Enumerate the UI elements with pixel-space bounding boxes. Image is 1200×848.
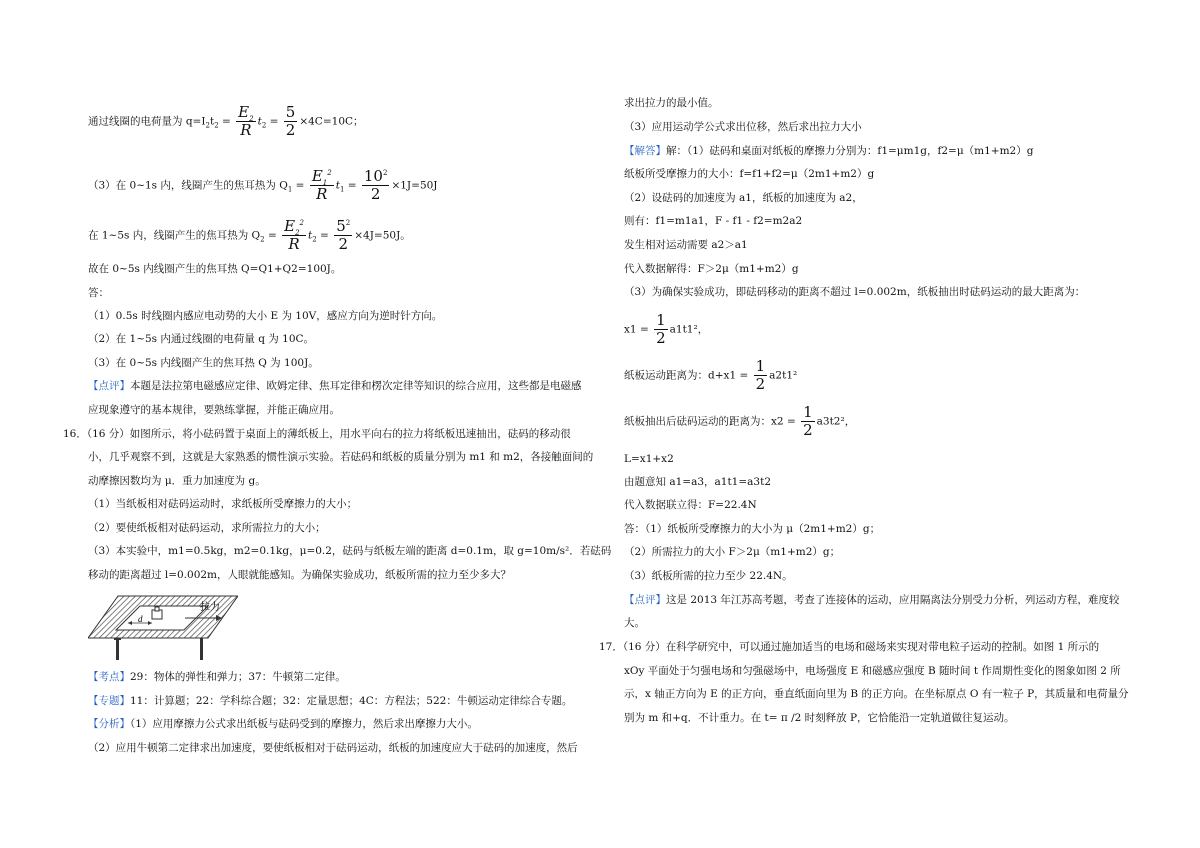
text: x1 = xyxy=(624,323,649,336)
solution-tag: 【解答】 xyxy=(624,145,666,157)
text-line: 应现象遵守的基本规律，要熟练掌握，并能正确应用。 xyxy=(88,404,340,416)
text: 本题是法拉第电磁感应定律、欧姆定律、焦耳定律和楞次定律等知识的综合应用，这些都是电磁感 xyxy=(130,380,582,392)
text-line: （2）在 1~5s 内通过线圈的电荷量 q 为 10C。 xyxy=(88,333,315,345)
text: a3t2²， xyxy=(816,415,856,428)
text-line: 代入数据联立得：F=22.4N xyxy=(624,499,757,511)
analysis-tag: 【分析】 xyxy=(88,718,130,730)
text-line: 小，几乎观察不到，这就是大家熟悉的惯性演示实验。若砝码和纸板的质量分别为 m1 和 m2，各接触面间的 xyxy=(88,451,594,463)
text: a2t1² xyxy=(769,369,798,382)
text-line: （2）应用牛顿第二定律求出加速度，要使纸板相对于砝码运动，纸板的加速度应大于砝码的加速度，然后 xyxy=(88,742,578,754)
topic-line xyxy=(88,694,572,708)
text-line: 故在 0~5s 内线圈产生的焦耳热 Q=Q1+Q2=100J。 xyxy=(88,263,342,275)
text: t xyxy=(209,115,215,128)
frac-num: 5 xyxy=(285,103,296,121)
fig-label-d: d xyxy=(138,614,143,624)
text: （1）应用摩擦力公式求出纸板与砝码受到的摩擦力，然后求出摩擦力大小。 xyxy=(130,718,478,730)
topic-tag: 【专题】 xyxy=(88,695,130,707)
frac-den: R xyxy=(288,235,300,253)
fraction xyxy=(801,404,815,439)
frac-den: R xyxy=(240,121,252,139)
text-line: 纸板所受摩擦力的大小：f=f1+f2=μ（2m1+m2）g xyxy=(624,168,875,180)
comment-line xyxy=(88,379,582,393)
fraction: $\frac{E_2^2}{R}$ xyxy=(284,217,305,253)
formula-x2 xyxy=(624,404,855,439)
text-line: 由题意知 a1=a3，a1t1=a3t2 xyxy=(624,476,771,488)
frac-den: 2 xyxy=(370,185,381,203)
frac-den: 2 xyxy=(285,121,296,139)
text-line: 移动的距离超过 l=0.002m，人眼就能感知。为确保实验成功，纸板所需的拉力至少多大？ xyxy=(88,569,512,581)
text: a1t1²， xyxy=(669,323,709,336)
frac-den: R xyxy=(316,185,328,203)
fraction xyxy=(754,358,768,393)
text-line: 动摩擦因数均为 μ．重力加速度为 g。 xyxy=(88,475,266,487)
text-line: 答： xyxy=(88,287,109,299)
keypoint-tag: 【考点】 xyxy=(88,671,130,683)
text-line: （1）0.5s 时线圈内感应电动势的大小 E 为 10V，感应方向为逆时针方向。 xyxy=(88,310,443,322)
text-line: 别为 m 和+q．不计重力。在 t= π /2 时刻释放 P，它恰能沿一定轨道做往复运动。 xyxy=(624,712,1015,724)
text-line: （2）设砝码的加速度为 a1，纸板的加速度为 a2， xyxy=(624,192,863,204)
comment-tag: 【点评】 xyxy=(88,380,130,392)
formula-charge: 通过线圈的电荷量为 $q=I_2t_2$ = $\frac{E_2}{R}$ $t_2$ = $\frac{5}{2}$ ×4C=10C； xyxy=(88,103,364,139)
text: 通过线圈的电荷量为 q=I xyxy=(88,115,206,128)
fraction: $\frac{E_2}{R}$ xyxy=(238,103,254,139)
text-line: 答：（1）纸板所受摩擦力的大小为 μ（2m1+m2）g； xyxy=(624,523,881,535)
solution-line xyxy=(624,144,1033,158)
fraction xyxy=(654,312,668,347)
text-line: （2）要使纸板相对砝码运动，求所需拉力的大小； xyxy=(88,522,326,534)
text: 在 1~5s 内，线圈产生的焦耳热为 Q xyxy=(88,229,261,242)
frac-num: E xyxy=(284,217,296,235)
text-line: 代入数据解得：F＞2μ（m1+m2）g xyxy=(624,263,799,275)
frac-num: 1 xyxy=(656,311,666,329)
text-line: （3）为确保实验成功，即砝码移动的距离不超过 l=0.002m，纸板抽出时砝码运动的最大距离为： xyxy=(624,286,1086,298)
question-16-line: 16．（16 分）如图所示，将小砝码置于桌面上的薄纸板上，用水平向右的拉力将纸板迅速抽出，砝码的移动很 xyxy=(63,428,571,440)
text-line: （3）本实验中，m1=0.5kg，m2=0.1kg，μ=0.2，砝码与纸板左端的距离 d=0.1m，取 g=10m/s²．若砝码 xyxy=(88,545,612,557)
frac-den: 2 xyxy=(755,375,766,393)
text: 解：（1）砝码和桌面对纸板的摩擦力分别为：f1=μm1g，f2=μ（m1+m2）g xyxy=(666,145,1034,157)
frac-den: 2 xyxy=(656,329,666,347)
formula-heat-1: （3）在 0~1s 内，线圈产生的焦耳热为 $Q_1$ = $\frac{E_1^2}{R}$ $t_1$ = $\frac{10^2}{2}$ ×1J=50J xyxy=(88,167,438,203)
keypoint-line xyxy=(88,670,346,684)
fig-label-force: 拉力 xyxy=(200,602,220,613)
text-line: 求出拉力的最小值。 xyxy=(624,97,719,109)
experiment-figure xyxy=(88,592,238,664)
frac-num: E xyxy=(311,167,323,185)
text-line: （3）在 0~5s 内线圈产生的焦耳热 Q 为 100J。 xyxy=(88,357,319,369)
formula-board-distance xyxy=(624,358,797,393)
text: 纸板运动距离为：d+x1 = xyxy=(624,369,749,382)
question-17-line: 17．（16 分）在科学研究中，可以通过施加适当的电场和磁场来实现对带电粒子运动的控制。如图 1 所示的 xyxy=(599,641,1100,653)
frac-num: E xyxy=(238,103,250,121)
formula-heat-2: 在 1~5s 内，线圈产生的焦耳热为 $Q_2$ = $\frac{E_2^2}{R}$ $t_2$ = $\frac{5^2}{2}$ ×4J=50J。 xyxy=(88,217,411,253)
text: （3）在 0~1s 内，线圈产生的焦耳热为 Q xyxy=(88,179,288,192)
text: ×4C=10C； xyxy=(299,115,364,128)
frac-num: 10 xyxy=(363,167,383,185)
comment-line xyxy=(624,593,1119,607)
frac-den: 2 xyxy=(338,235,348,253)
text: 纸板抽出后砝码运动的距离为：x2 = xyxy=(624,415,796,428)
formula-x1 xyxy=(624,312,708,347)
frac-den: 2 xyxy=(803,421,813,439)
text-line: L=x1+x2 xyxy=(624,453,674,465)
fraction xyxy=(284,104,298,139)
text: ×1J=50J xyxy=(391,179,438,192)
text-line: 大。 xyxy=(624,617,645,629)
frac-num: 1 xyxy=(755,357,766,375)
text: 29：物体的弹性和弹力；37：牛顿第二定律。 xyxy=(130,671,346,683)
fraction: $\frac{5^2}{2}$ xyxy=(336,217,351,253)
text-line: （2）所需拉力的大小 F＞2μ（m1+m2）g； xyxy=(624,546,841,558)
text: 11：计算题；22：学科综合题；32：定量思想；4C：方程法；522：牛顿运动定律综合专题。 xyxy=(130,695,573,707)
comment-tag: 【点评】 xyxy=(624,594,666,606)
text: 这是 2013 年江苏高考题，考查了连接体的运动，应用隔离法分别受力分析，列运动方程，难度较 xyxy=(666,594,1120,606)
fraction: $\frac{10^2}{2}$ xyxy=(363,167,388,203)
frac-num: 1 xyxy=(803,403,813,421)
text-line: （3）应用运动学公式求出位移，然后求出拉力大小 xyxy=(624,121,862,133)
frac-num: 5 xyxy=(336,217,346,235)
text-line: 示，x 轴正方向为 E 的正方向，垂直纸面向里为 B 的正方向。在坐标原点 O 有一粒子 P，其质量和电荷量分 xyxy=(624,688,1129,700)
analysis-line xyxy=(88,717,478,731)
text: ×4J=50J。 xyxy=(354,229,411,242)
text-line: 发生相对运动需要 a2＞a1 xyxy=(624,239,748,251)
fraction: $\frac{E_1^2}{R}$ xyxy=(311,167,332,203)
text-line: xOy 平面处于匀强电场和匀强磁场中，电场强度 E 和磁感应强度 B 随时间 t 作周期性变化的图象如图 2 所 xyxy=(624,665,1121,677)
text-line: （1）当纸板相对砝码运动时，求纸板所受摩擦力的大小； xyxy=(88,498,358,510)
text-line: （3）纸板所需的拉力至少 22.4N。 xyxy=(624,570,793,582)
text-line: 则有：f1=m1a1，F - f1 - f2=m2a2 xyxy=(624,215,803,227)
